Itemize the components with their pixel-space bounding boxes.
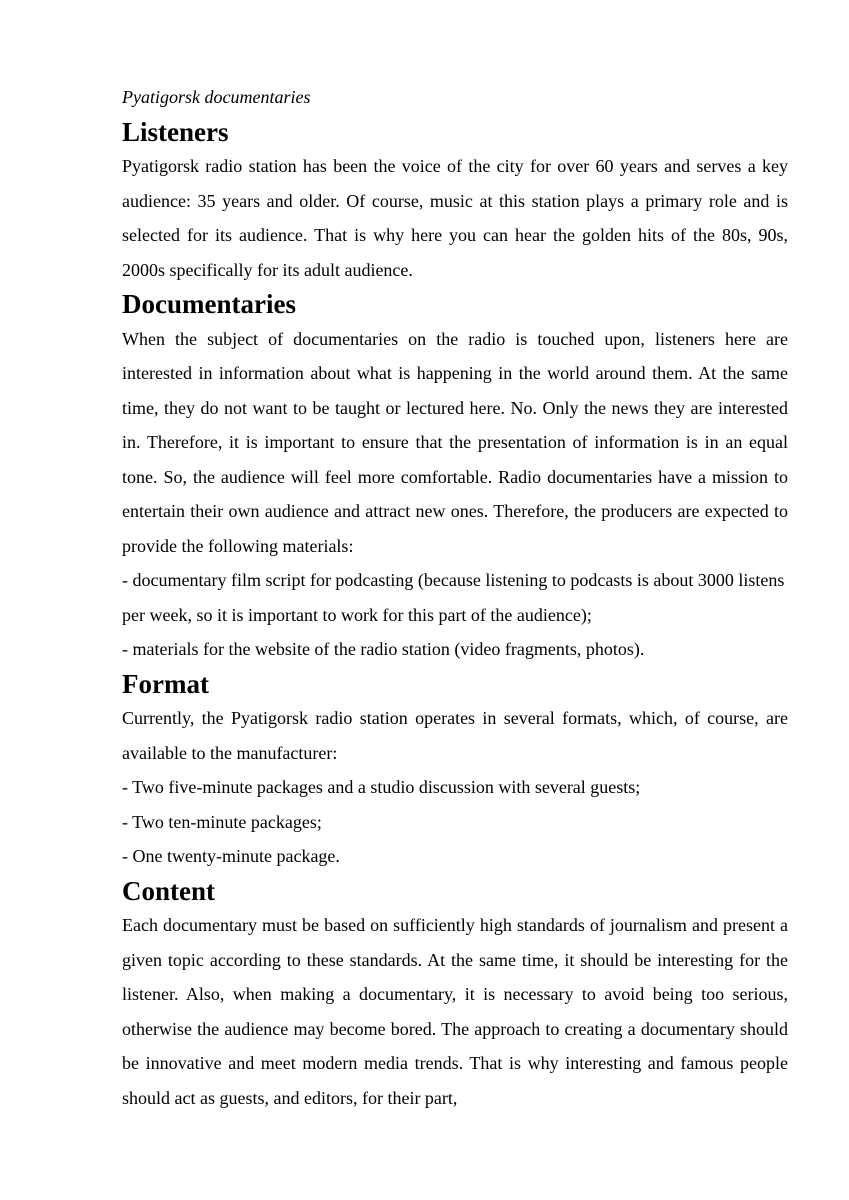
format-bullet-2: - Two ten-minute packages;: [122, 811, 322, 832]
format-bullet-1: - Two five-minute packages and a studio discussion with several guests;: [122, 777, 641, 797]
content-paragraph: Each documentary must be based on sufficiently high standards of journalism and present a given topic according to these standards. At the same time, it should be interesting for the listener. Also, when making a documentary, it is necessary to avoid being too serious, otherwise the audience may become bored. The approach to creating a documentary should be innovative and meet modern media trends. That is why interesting and famous people should act as guests, and editors, for their part,: [122, 915, 788, 1108]
document-page: [122, 80, 788, 1115]
section-heading-listeners: Listeners: [122, 116, 229, 147]
format-bullet-3: - One twenty-minute package.: [122, 846, 340, 866]
document-title: Pyatigorsk documentaries: [122, 87, 311, 107]
documentaries-bullet-1: - documentary film script for podcasting (because listening to podcasts is about 3000 listens per week, so it is important to work for this part of the audience);: [122, 570, 785, 625]
section-heading-content: Content: [122, 875, 215, 906]
section-heading-documentaries: Documentaries: [122, 289, 296, 319]
format-paragraph: Currently, the Pyatigorsk radio station operates in several formats, which, of course, are available to the manufacturer:: [122, 708, 788, 763]
listeners-paragraph: Pyatigorsk radio station has been the voice of the city for over 60 years and serves a key audience: 35 years and older. Of course, music at this station plays a primary role and is selected for its audience. That is why here you can hear the golden hits of the 80s, 90s, 2000s specifically for its adult audience.: [122, 156, 788, 280]
documentaries-bullet-2: - materials for the website of the radio station (video fragments, photos).: [122, 639, 645, 659]
documentaries-paragraph: When the subject of documentaries on the radio is touched upon, listeners here are interested in information about what is happening in the world around them. At the same time, they do not want to be taught or lectured here. No. Only the news they are interested in. Therefore, it is important to ensure that the presentation of information is in an equal tone. So, the audience will feel more comfortable. Radio documentaries have a mission to entertain their own audience and attract new ones. Therefore, the producers are expected to provide the following materials:: [122, 328, 788, 556]
section-heading-format: Format: [122, 668, 209, 699]
